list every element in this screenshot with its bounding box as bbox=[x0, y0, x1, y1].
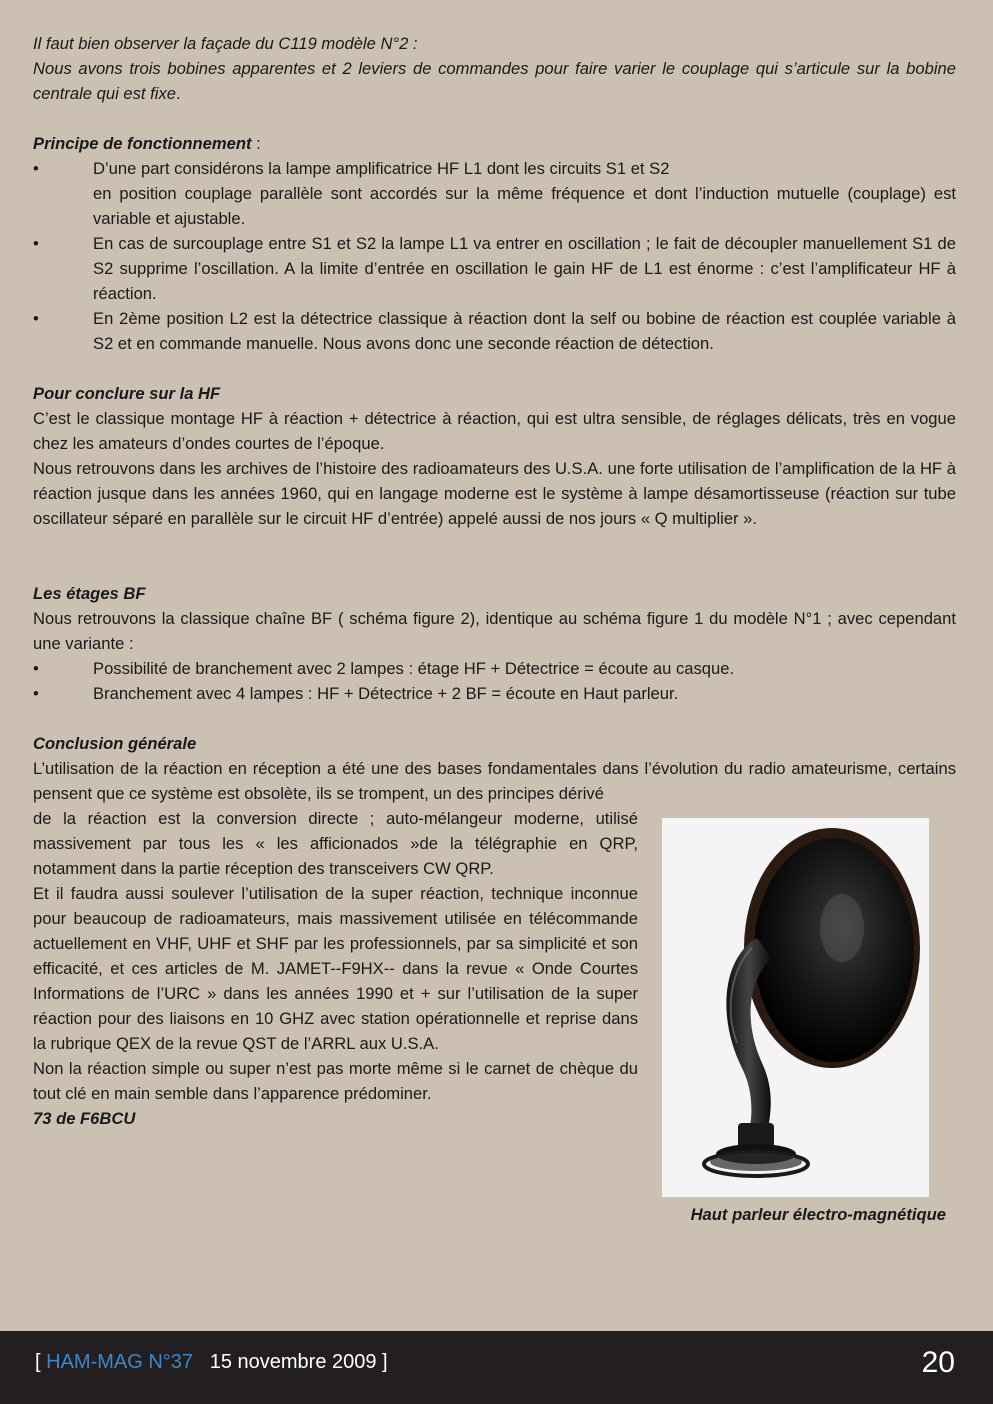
bullet-icon: • bbox=[33, 659, 39, 678]
conclure-hf-paragraph-2: Nous retrouvons dans les archives de l’histoire des radioamateurs des U.S.A. une forte utilisation de l’amplification de la HF à réaction jusque dans les années 1960, qui en langage moderne est le système à lampe désamortisseuse (réaction sur tube oscillateur séparé en parallèle sur le circuit HF d’entrée) appelé aussi de nos jours « Q multiplier ». bbox=[33, 459, 956, 528]
conclusion-text-column bbox=[33, 806, 638, 1131]
horn-loudspeaker-photo bbox=[662, 818, 929, 1197]
intro-line-2-text: Nous avons trois bobines apparentes et 2 leviers de commandes pour faire varier le couplage qui s’articule sur la bobine centrale qui est fixe bbox=[33, 59, 956, 103]
list-item bbox=[33, 656, 956, 681]
signature: 73 de F6BCU bbox=[33, 1109, 136, 1128]
list-item-text bbox=[93, 156, 956, 231]
list-item-text: Branchement avec 4 lampes : HF + Détectrice + 2 BF = écoute en Haut parleur. bbox=[93, 684, 679, 703]
figure bbox=[656, 806, 956, 1224]
etages-bf-heading: Les étages BF bbox=[33, 584, 146, 603]
conclusion-with-figure bbox=[33, 806, 956, 1224]
list-item bbox=[33, 156, 956, 231]
page-number: 20 bbox=[921, 1346, 955, 1379]
conclusion-heading: Conclusion générale bbox=[33, 734, 197, 753]
intro-line-2 bbox=[33, 56, 956, 106]
list-item-line: en position couplage parallèle sont accordés sur la même fréquence et dont l’induction mutuelle (couplage) est variable et ajustable. bbox=[93, 184, 956, 228]
conclusion-paragraph-1-cont: de la réaction est la conversion directe ; auto-mélangeur moderne, utilisé massivement par tous les « les afficionados »de la télégraphie en QRP, notamment dans la partie réception des transceivers CW QRP. bbox=[33, 809, 638, 878]
loudspeaker-illustration bbox=[662, 818, 929, 1197]
bullet-icon: • bbox=[33, 234, 39, 253]
conclusion-paragraph-1: L’utilisation de la réaction en réception a été une des bases fondamentales dans l’évolution du radio amateurisme, certains pensent que ce système est obsolète, ils se trompent, un des principes dérivé bbox=[33, 759, 956, 803]
list-item-text: En cas de surcouplage entre S1 et S2 la lampe L1 va entrer en oscillation ; le fait de découpler manuellement S1 de S2 supprime l’oscillation. A la limite d’entrée en oscillation le gain HF de L1 est énorme : c’est l’amplificateur HF à réaction. bbox=[93, 234, 956, 303]
list-item bbox=[33, 681, 956, 706]
magazine-name: HAM-MAG N°37 bbox=[46, 1351, 194, 1373]
principe-heading: Principe de fonctionnement bbox=[33, 134, 252, 153]
conclure-hf-heading: Pour conclure sur la HF bbox=[33, 384, 221, 403]
footer-open-bracket: [ bbox=[35, 1351, 47, 1373]
etages-bf-paragraph: Nous retrouvons la classique chaîne BF ( schéma figure 2), identique au schéma figure 1 du modèle N°1 ; avec cependant une variante : bbox=[33, 609, 956, 653]
figure-caption: Haut parleur électro-magnétique bbox=[690, 1205, 946, 1224]
list-item-line: D’une part considérons la lampe amplificatrice HF L1 dont les circuits S1 et S2 bbox=[93, 159, 670, 178]
bullet-icon: • bbox=[33, 309, 39, 328]
conclure-hf-paragraph-1: C’est le classique montage HF à réaction + détectrice à réaction, qui est ultra sensible, de réglages délicats, très en vogue chez les amateurs d’ondes courtes de l’époque. bbox=[33, 409, 956, 453]
bullet-icon: • bbox=[33, 684, 39, 703]
intro-line-2-end: . bbox=[175, 84, 181, 103]
intro-line-1: Il faut bien observer la façade du C119 modèle N°2 : bbox=[33, 34, 418, 53]
issue-date: 15 novembre 2009 ] bbox=[209, 1351, 388, 1373]
article-body bbox=[33, 31, 956, 1224]
conclusion-paragraph-2: Et il faudra aussi soulever l’utilisation de la super réaction, technique inconnue pour beaucoup de radioamateurs, mais massivement utilisée en télécommande actuellement en VHF, UHF et SHF par les professionnels, par sa simplicité et son efficacité, et ces articles de M. JAMET--F9HX-- dans la revue « Onde Courtes Informations de l’URC » dans les années 1990 et + sur l’utilisation de la super réaction pour des liaisons en 10 GHZ avec station opérationnelle et reprise dans la rubrique QEX de la revue QST de l’ARRL aux U.S.A. bbox=[33, 884, 638, 1053]
footer-spacer bbox=[193, 1351, 210, 1373]
list-item bbox=[33, 231, 956, 306]
list-item-text: Possibilité de branchement avec 2 lampes : étage HF + Détectrice = écoute au casque. bbox=[93, 659, 735, 678]
list-item-text: En 2ème position L2 est la détectrice classique à réaction dont la self ou bobine de réaction est couplée variable à S2 et en commande manuelle. Nous avons donc une seconde réaction de détection. bbox=[93, 309, 956, 353]
footer-issue bbox=[35, 1351, 388, 1374]
principe-heading-line bbox=[33, 131, 956, 156]
conclusion-paragraph-3: Non la réaction simple ou super n’est pas morte même si le carnet de chèque du tout clé en main semble dans l’apparence prédominer. bbox=[33, 1059, 638, 1103]
footer-bar bbox=[0, 1331, 993, 1404]
principe-heading-suffix: : bbox=[251, 134, 261, 153]
bullet-icon: • bbox=[33, 159, 39, 178]
list-item bbox=[33, 306, 956, 356]
